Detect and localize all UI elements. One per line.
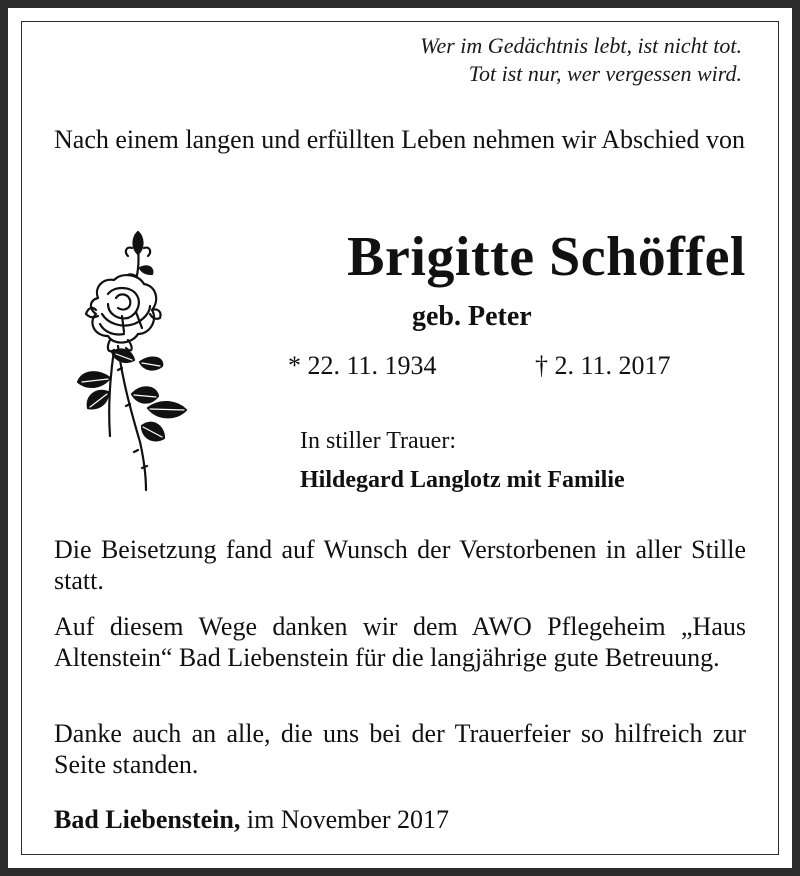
mourners-names: Hildegard Langlotz mit Familie xyxy=(300,467,625,493)
intro-text: Nach einem langen und erfüllten Leben nehmen wir Abschied von xyxy=(54,125,745,154)
deceased-name: Brigitte Schöffel xyxy=(347,226,746,288)
motto-line-1: Wer im Gedächtnis lebt, ist nicht tot. xyxy=(420,33,742,58)
closing-date: im November 2017 xyxy=(246,805,450,834)
closing-line xyxy=(54,804,449,836)
birth-date: * 22. 11. 1934 xyxy=(288,351,437,380)
birth-name: geb. Peter xyxy=(412,301,532,332)
death-date: † 2. 11. 2017 xyxy=(535,351,671,380)
thanks-all-paragraph: Danke auch an alle, die uns bei der Trauerfeier so hilfreich zur Seite standen. xyxy=(54,719,746,779)
motto-quote xyxy=(420,32,742,88)
motto-line-2: Tot ist nur, wer vergessen wird. xyxy=(468,61,742,86)
rose-icon xyxy=(52,228,192,494)
mourning-label: In stiller Trauer: xyxy=(300,428,456,454)
funeral-paragraph: Die Beisetzung fand auf Wunsch der Verstorbenen in aller Stille statt. xyxy=(54,535,746,595)
closing-place: Bad Liebenstein, xyxy=(54,805,241,834)
thanks-care-home-paragraph: Auf diesem Wege danken wir dem AWO Pflegeheim „Haus Altenstein“ Bad Liebenstein für die langjährige gute Betreuung. xyxy=(54,612,746,672)
